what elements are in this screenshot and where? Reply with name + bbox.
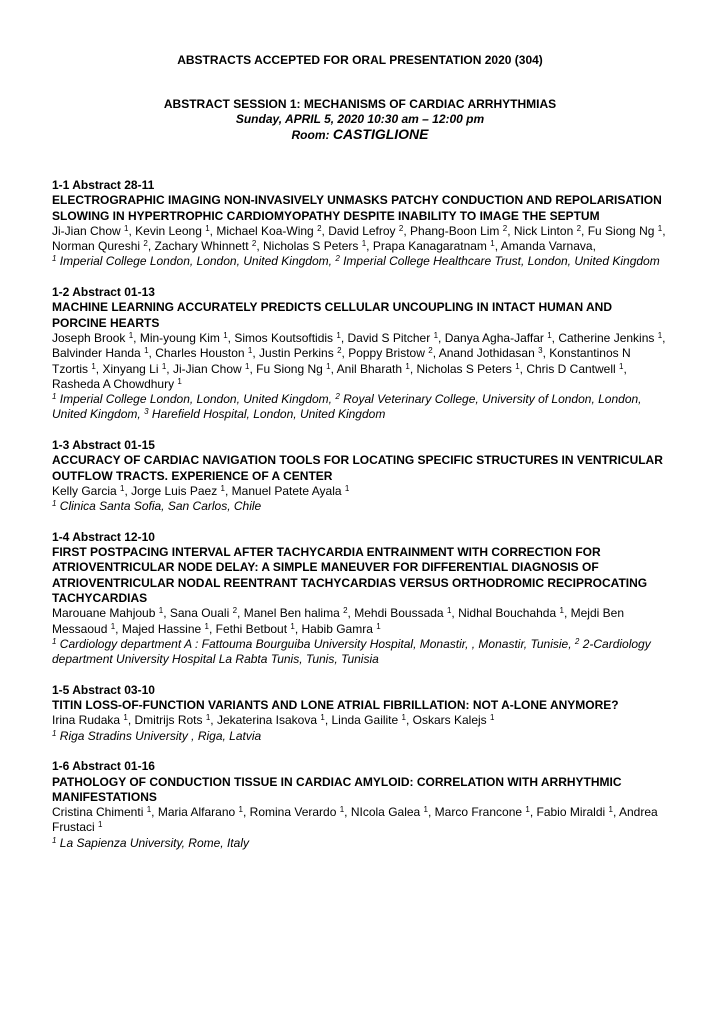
author-name: Sana Ouali: [169, 606, 233, 621]
author-separator: ,: [225, 483, 232, 498]
author-affiliation-mark: 1: [205, 223, 210, 233]
author-affiliation-mark: 1: [144, 346, 149, 356]
affiliation-mark: 1: [52, 636, 57, 646]
author-affiliation-mark: 1: [290, 621, 295, 631]
author-separator: ,: [256, 239, 263, 254]
author-separator: ,: [209, 223, 217, 238]
session-title: ABSTRACT SESSION 1: MECHANISMS OF CARDIAC ARRHYTHMIAS: [163, 97, 557, 111]
author-affiliation-mark: 1: [490, 713, 495, 723]
abstract-authors: [52, 805, 668, 836]
author-separator: ,: [366, 239, 373, 254]
author-affiliation-mark: 1: [376, 621, 381, 631]
session-room: [0, 127, 720, 143]
author-affiliation-mark: 1: [619, 361, 624, 371]
author-separator: ,: [432, 346, 439, 361]
abstract-title: PATHOLOGY OF CONDUCTION TISSUE IN CARDIAC AMYLOID: CORRELATION WITH ARRHYTHMIC MANIFESTATIONS: [52, 774, 622, 804]
author-separator: ,: [494, 239, 501, 254]
author-separator: ,: [148, 346, 156, 361]
author-separator: ,: [321, 223, 329, 238]
author-name: Prapa Kanagaratnam: [372, 239, 491, 254]
author-affiliation-mark: 1: [490, 239, 495, 249]
room-name: CASTIGLIONE: [332, 126, 429, 142]
author-affiliation-mark: 1: [423, 805, 428, 815]
author-name: Chris D Cantwell: [526, 361, 620, 376]
affiliation-text: La Sapienza University, Rome, Italy: [56, 835, 249, 850]
author-affiliation-mark: 1: [146, 805, 152, 815]
author-name: Simos Koutsoftidis: [234, 330, 337, 345]
author-name: Romina Verardo: [249, 805, 340, 820]
author-separator: ,: [662, 330, 666, 345]
author-name: Oskars Kalejs: [412, 713, 491, 728]
author-affiliation-mark: 1: [223, 330, 228, 340]
abstract-entry: [52, 759, 668, 851]
author-affiliation-mark: 1: [120, 483, 125, 493]
affiliation-text: Imperial College London, London, United Kingdom,: [56, 392, 336, 407]
author-name: Balvinder Handa: [52, 346, 145, 361]
author-affiliation-mark: 1: [339, 805, 345, 815]
author-name: Nidhal Bouchahda: [458, 606, 560, 621]
author-separator: ,: [612, 805, 619, 820]
abstract-affiliations: [52, 254, 668, 269]
abstract-title: ACCURACY OF CARDIAC NAVIGATION TOOLS FOR LOCATING SPECIFIC STRUCTURES IN VENTRICULAR OUTFLOW TRACTS. EXPERIENCE OF A CENTER: [52, 453, 663, 483]
author-affiliation-mark: 2: [251, 239, 257, 249]
author-affiliation-mark: 1: [515, 361, 520, 371]
author-affiliation-mark: 2: [343, 606, 348, 616]
author-name: Manel Ben halima: [243, 606, 344, 621]
author-name: Catherine Jenkins: [558, 330, 658, 345]
author-name: Danya Agha-Jaffar: [444, 330, 548, 345]
affiliation-text: Royal Veterinary College, University of London, London, United Kingdom,: [52, 392, 642, 422]
author-affiliation-mark: 2: [576, 223, 582, 233]
author-separator: ,: [563, 606, 571, 621]
author-affiliation-mark: 1: [110, 621, 116, 631]
author-name: Irina Rudaka: [52, 713, 124, 728]
author-name: David S Pitcher: [347, 330, 434, 345]
author-name: Marouane Mahjoub: [52, 606, 159, 621]
abstract-entry: [52, 530, 668, 668]
author-name: Jorge Luis Paez: [131, 483, 221, 498]
author-affiliation-mark: 1: [238, 805, 243, 815]
abstract-affiliations: [52, 836, 668, 851]
author-separator: ,: [438, 330, 445, 345]
abstract-entry: [52, 285, 668, 423]
author-separator: ,: [347, 606, 355, 621]
author-affiliation-mark: 1: [204, 621, 209, 631]
affiliation-mark: 2: [574, 636, 580, 646]
author-separator: ,: [128, 223, 136, 238]
affiliation-mark: 1: [52, 835, 57, 845]
session-date: Sunday, APRIL 5, 2020 10:30 am – 12:00 pm: [235, 112, 485, 126]
abstract-number: 1-5 Abstract 03-10: [52, 682, 155, 697]
author-separator: ,: [324, 713, 332, 728]
author-name: Kelly Garcia: [52, 483, 121, 498]
author-separator: ,: [341, 346, 349, 361]
author-separator: ,: [252, 346, 260, 361]
affiliation-mark: 1: [52, 499, 57, 509]
affiliation-mark: 1: [52, 254, 57, 264]
author-separator: ,: [163, 606, 170, 621]
abstract-title: ELECTROGRAPHIC IMAGING NON-INVASIVELY UNMASKS PATCHY CONDUCTION AND REPOLARISATION SLOWING IN HYPERTROPHIC CARDIOMYOPATHY DESPITE INABILITY TO IMAGE THE SEPTUM: [52, 193, 662, 223]
author-separator: ,: [623, 361, 627, 376]
author-affiliation-mark: 1: [205, 713, 211, 723]
author-name: Ji-Jian Chow: [172, 361, 245, 376]
document-title: ABSTRACTS ACCEPTED FOR ORAL PRESENTATION 2020 (304): [177, 53, 543, 67]
abstract-number: 1-3 Abstract 01-15: [52, 438, 155, 453]
author-affiliation-mark: 1: [344, 483, 350, 493]
abstract-number: 1-1 Abstract 28-11: [52, 178, 155, 192]
author-affiliation-mark: 1: [220, 483, 225, 493]
author-separator: ,: [662, 223, 666, 238]
author-affiliation-mark: 2: [428, 346, 433, 356]
author-name: Marco Francone: [434, 805, 526, 820]
author-name: Konstantinos N Tzortis: [52, 346, 631, 376]
author-separator: ,: [507, 223, 514, 238]
author-name: Mejdi Ben Messaoud: [52, 606, 624, 636]
author-separator: ,: [227, 330, 235, 345]
author-name: Fu Siong Ng: [587, 223, 658, 238]
author-separator: ,: [237, 606, 244, 621]
author-name: Majed Hassine: [121, 621, 205, 636]
author-name: Cristina Chimenti: [52, 805, 147, 820]
abstract-list: [52, 178, 668, 866]
author-separator: ,: [210, 713, 217, 728]
author-separator: ,: [581, 223, 588, 238]
abstract-number: 1-2 Abstract 01-13: [52, 285, 155, 300]
author-affiliation-mark: 1: [161, 361, 167, 371]
affiliation-text: 2-Cardiology department University Hospital La Rabta Tunis, Tunis, Tunisia: [52, 636, 651, 667]
affiliation-mark: 1: [52, 392, 57, 402]
author-separator: ,: [409, 361, 417, 376]
abstract-title: TITIN LOSS-OF-FUNCTION VARIANTS AND LONE ATRIAL FIBRILLATION: NOT A-LONE ANYMORE?: [52, 698, 619, 713]
author-separator: ,: [127, 713, 135, 728]
author-name: Xinyang Li: [102, 361, 162, 376]
author-name: Fabio Miraldi: [536, 805, 609, 820]
author-separator: ,: [405, 713, 413, 728]
abstract-authors: [52, 713, 668, 728]
author-affiliation-mark: 1: [123, 713, 128, 723]
author-separator: ,: [95, 361, 103, 376]
author-affiliation-mark: 1: [128, 330, 134, 340]
abstract-authors: [52, 224, 668, 255]
author-affiliation-mark: 1: [547, 330, 552, 340]
author-name: Zachary Whinnett: [154, 239, 252, 254]
author-separator: ,: [542, 346, 550, 361]
author-name: Michael Koa-Wing: [216, 223, 318, 238]
author-affiliation-mark: 1: [433, 330, 439, 340]
author-separator: ,: [133, 330, 140, 345]
author-name: Ji-Jian Chow: [52, 223, 125, 238]
session-header: [0, 97, 720, 143]
author-affiliation-mark: 1: [245, 361, 250, 371]
author-separator: ,: [403, 223, 411, 238]
abstract-number: 1-6 Abstract 01-16: [52, 759, 155, 774]
abstract-affiliations: [52, 729, 668, 744]
author-name: Jekaterina Isakova: [216, 713, 321, 728]
author-affiliation-mark: 1: [326, 361, 331, 371]
author-name: Anand Jothidasan: [438, 346, 539, 361]
author-affiliation-mark: 3: [538, 346, 543, 356]
author-affiliation-mark: 1: [559, 606, 564, 616]
author-name: David Lefroy: [328, 223, 399, 238]
author-separator: ,: [519, 361, 527, 376]
abstract-entry: [52, 683, 668, 744]
author-separator: ,: [151, 805, 158, 820]
affiliation-text: Imperial College London, London, United Kingdom,: [56, 254, 336, 269]
author-separator: ,: [249, 361, 257, 376]
author-affiliation-mark: 2: [337, 346, 342, 356]
author-name: Fu Siong Ng: [256, 361, 327, 376]
author-separator: ,: [330, 361, 337, 376]
author-affiliation-mark: 2: [317, 223, 322, 233]
author-name: Rasheda A Chowdhury: [52, 376, 178, 391]
author-affiliation-mark: 2: [502, 223, 508, 233]
author-name: Phang-Boon Lim: [410, 223, 503, 238]
author-affiliation-mark: 1: [401, 713, 406, 723]
author-name: Justin Perkins: [259, 346, 338, 361]
author-separator: ,: [428, 805, 435, 820]
author-affiliation-mark: 1: [657, 330, 663, 340]
author-separator: ,: [344, 805, 351, 820]
author-name: Anil Bharath: [336, 361, 406, 376]
author-affiliation-mark: 1: [247, 346, 253, 356]
abstract-authors: [52, 484, 668, 499]
author-name: Andrea Frustaci: [52, 805, 658, 835]
abstract-title: MACHINE LEARNING ACCURATELY PREDICTS CELLULAR UNCOUPLING IN INTACT HUMAN AND PORCINE HEARTS: [52, 300, 612, 330]
author-affiliation-mark: 1: [98, 820, 103, 830]
author-separator: ,: [209, 621, 216, 636]
abstract-affiliations: [52, 637, 668, 668]
author-affiliation-mark: 1: [608, 805, 613, 815]
author-name: Joseph Brook: [52, 330, 129, 345]
author-name: Nick Linton: [513, 223, 577, 238]
author-affiliation-mark: 1: [525, 805, 530, 815]
author-name: Kevin Leong: [135, 223, 206, 238]
abstract-affiliations: [52, 392, 668, 423]
author-affiliation-mark: 1: [177, 376, 182, 386]
author-name: Nicholas S Peters: [263, 239, 362, 254]
author-affiliation-mark: 1: [91, 361, 96, 371]
author-affiliation-mark: 1: [446, 606, 452, 616]
author-affiliation-mark: 1: [158, 606, 164, 616]
author-name: NIcola Galea: [350, 805, 424, 820]
author-separator: ,: [243, 805, 250, 820]
author-affiliation-mark: 1: [320, 713, 325, 723]
abstract-title: FIRST POSTPACING INTERVAL AFTER TACHYCARDIA ENTRAINMENT WITH CORRECTION FOR ATRIOVENTRICULAR NODE DELAY: A SIMPLE MANEUVER FOR DIFFERENTIAL DIAGNOSIS OF ATRIOVENTRICULAR NODAL REENTRANT TACHYCARDIAS VERSUS ORTHODROMIC RECIPROCATING TACHYCARDIAS: [52, 545, 648, 606]
abstract-entry: [52, 438, 668, 514]
author-affiliation-mark: 1: [336, 330, 341, 340]
author-name: Norman Qureshi: [52, 239, 144, 254]
abstract-authors: [52, 331, 668, 392]
author-name: Mehdi Boussada: [354, 606, 447, 621]
author-separator: ,: [529, 805, 537, 820]
affiliation-mark: 2: [335, 392, 340, 402]
affiliation-text: Imperial College Healthcare Trust, London, United Kingdom: [339, 254, 660, 269]
author-name: Min-young Kim: [139, 330, 224, 345]
affiliation-mark: 2: [335, 254, 340, 264]
author-name: Habib Gamra: [301, 621, 377, 636]
affiliation-mark: 3: [144, 407, 149, 417]
author-name: Fethi Betbout: [215, 621, 291, 636]
author-separator: ,: [115, 621, 122, 636]
author-name: Linda Gailite: [331, 713, 402, 728]
affiliation-text: Riga Stradins University , Riga, Latvia: [56, 728, 262, 743]
author-separator: ,: [451, 606, 459, 621]
abstract-affiliations: [52, 499, 668, 514]
author-affiliation-mark: 2: [232, 606, 238, 616]
author-affiliation-mark: 1: [657, 223, 663, 233]
author-name: Maria Alfarano: [157, 805, 239, 820]
author-separator: ,: [124, 483, 132, 498]
affiliation-text: Cardiology department A : Fattouma Bourguiba University Hospital, Monastir, , Monastir, Tunisie,: [56, 636, 575, 651]
affiliation-mark: 1: [52, 728, 57, 738]
author-name: Poppy Bristow: [348, 346, 429, 361]
affiliation-text: Clinica Santa Sofia, San Carlos, Chile: [56, 499, 262, 514]
author-name: Amanda Varnava,: [500, 239, 596, 254]
abstract-number: 1-4 Abstract 12-10: [52, 529, 155, 544]
author-separator: ,: [551, 330, 559, 345]
author-name: Nicholas S Peters: [416, 361, 516, 376]
author-affiliation-mark: 1: [405, 361, 410, 371]
author-separator: ,: [340, 330, 348, 345]
author-affiliation-mark: 1: [124, 223, 129, 233]
author-affiliation-mark: 2: [398, 223, 404, 233]
author-name: Dmitrijs Rots: [134, 713, 206, 728]
author-affiliation-mark: 2: [143, 239, 148, 249]
abstract-entry: [52, 178, 668, 270]
abstract-authors: [52, 606, 668, 637]
author-separator: ,: [166, 361, 173, 376]
affiliation-text: Harefield Hospital, London, United Kingdom: [148, 407, 386, 422]
author-name: Charles Houston: [155, 346, 248, 361]
author-name: Manuel Patete Ayala: [231, 483, 345, 498]
room-label: Room:: [291, 128, 333, 142]
author-affiliation-mark: 1: [361, 239, 367, 249]
author-separator: ,: [147, 239, 155, 254]
author-separator: ,: [294, 621, 302, 636]
